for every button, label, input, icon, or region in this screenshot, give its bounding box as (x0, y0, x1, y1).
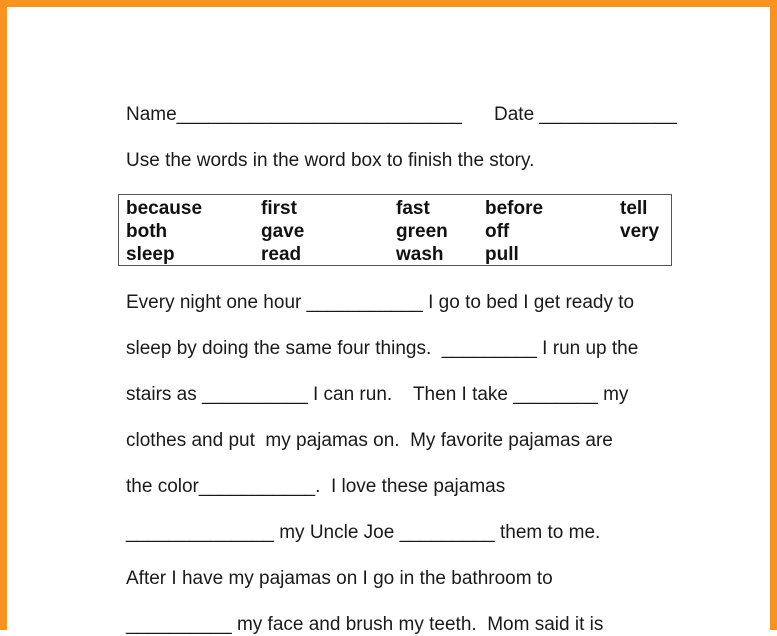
word-because: because (126, 198, 203, 219)
story-line: Every night one hour ___________ I go to bed I get ready to (126, 292, 635, 313)
word-pull: pull (485, 244, 519, 265)
word-fast: fast (396, 198, 430, 219)
story-line: __________ my face and brush my teeth. Mom said it is (126, 614, 604, 635)
word-gave: gave (261, 221, 305, 242)
word-both: both (126, 221, 168, 242)
story-line: sleep by doing the same four things. _________ I run up the (126, 338, 639, 359)
word-before: before (485, 198, 544, 219)
word-very: very (620, 221, 660, 242)
date-field-line: Date _____________ (494, 104, 677, 125)
story-line: stairs as __________ I can run. Then I take ________ my (126, 384, 629, 405)
name-field-line: Name___________________________ (126, 104, 462, 125)
story-line: the color___________. I love these pajamas (126, 476, 506, 497)
word-off: off (485, 221, 510, 242)
word-read: read (261, 244, 302, 265)
word-first: first (261, 198, 297, 219)
story-line: After I have my pajamas on I go in the bathroom to (126, 568, 553, 589)
word-green: green (396, 221, 448, 242)
word-tell: tell (620, 198, 648, 219)
story-line: ______________ my Uncle Joe _________ them to me. (126, 522, 601, 543)
word-wash: wash (396, 244, 444, 265)
word-sleep: sleep (126, 244, 175, 265)
instructions-text: Use the words in the word box to finish the story. (126, 150, 535, 171)
story-line: clothes and put my pajamas on. My favorite pajamas are (126, 430, 613, 451)
